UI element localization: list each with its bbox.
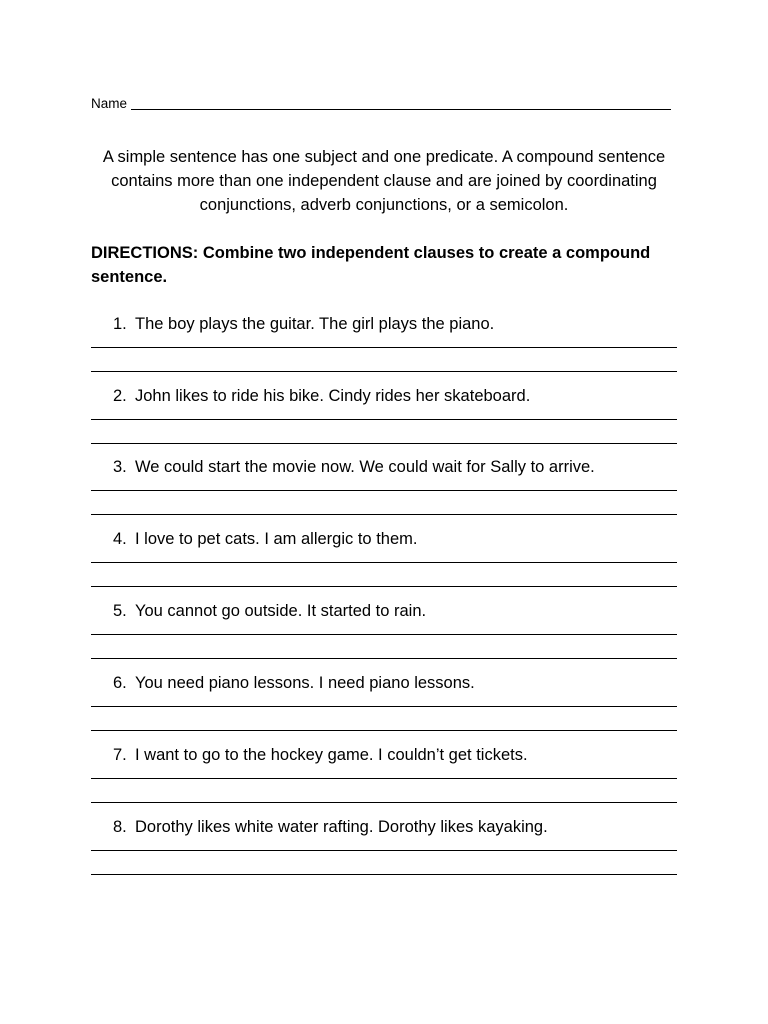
answer-line[interactable] [91,490,677,491]
item-sentence: John likes to ride his bike. Cindy rides her skateboard. [135,387,531,405]
exercise-item-3 [91,457,677,529]
exercise-item-6 [91,673,677,745]
answer-line[interactable] [91,850,677,851]
item-sentence: You cannot go outside. It started to rain. [135,602,427,620]
item-number: 7. [113,746,127,764]
answer-line[interactable] [91,586,677,587]
answer-line[interactable] [91,658,677,659]
exercise-item-7 [91,745,677,817]
name-blank-line[interactable] [131,96,671,110]
item-number: 1. [113,315,127,333]
answer-line[interactable] [91,562,677,563]
exercise-item-2 [91,386,677,458]
item-sentence: Dorothy likes white water rafting. Dorothy likes kayaking. [135,818,548,836]
exercise-item-8 [91,817,677,889]
answer-line[interactable] [91,514,677,515]
name-field-row [91,93,671,113]
answer-line[interactable] [91,419,677,420]
answer-line[interactable] [91,874,677,875]
intro-paragraph: A simple sentence has one subject and one predicate. A compound sentence contains more than one independent clause and are joined by coordinating conjunctions, adverb conjunctions, or a semicolon. [102,148,666,214]
item-number: 3. [113,458,127,476]
answer-line[interactable] [91,730,677,731]
answer-line[interactable] [91,706,677,707]
exercise-item-1 [91,314,677,386]
exercise-item-5 [91,601,677,673]
item-sentence: The boy plays the guitar. The girl plays the piano. [135,315,495,333]
exercise-item-4 [91,529,677,601]
answer-line[interactable] [91,371,677,372]
item-number: 2. [113,387,127,405]
answer-line[interactable] [91,778,677,779]
item-sentence: You need piano lessons. I need piano lessons. [135,674,475,692]
item-sentence: I want to go to the hockey game. I couldn’t get tickets. [135,746,528,764]
name-label: Name [91,96,128,111]
item-sentence: I love to pet cats. I am allergic to them. [135,530,418,548]
item-number: 5. [113,602,127,620]
directions-heading: DIRECTIONS: Combine two independent clauses to create a compound sentence. [91,244,651,286]
item-sentence: We could start the movie now. We could wait for Sally to arrive. [135,458,595,476]
item-number: 6. [113,674,127,692]
item-number: 8. [113,818,127,836]
answer-line[interactable] [91,634,677,635]
answer-line[interactable] [91,347,677,348]
answer-line[interactable] [91,443,677,444]
answer-line[interactable] [91,802,677,803]
item-number: 4. [113,530,127,548]
